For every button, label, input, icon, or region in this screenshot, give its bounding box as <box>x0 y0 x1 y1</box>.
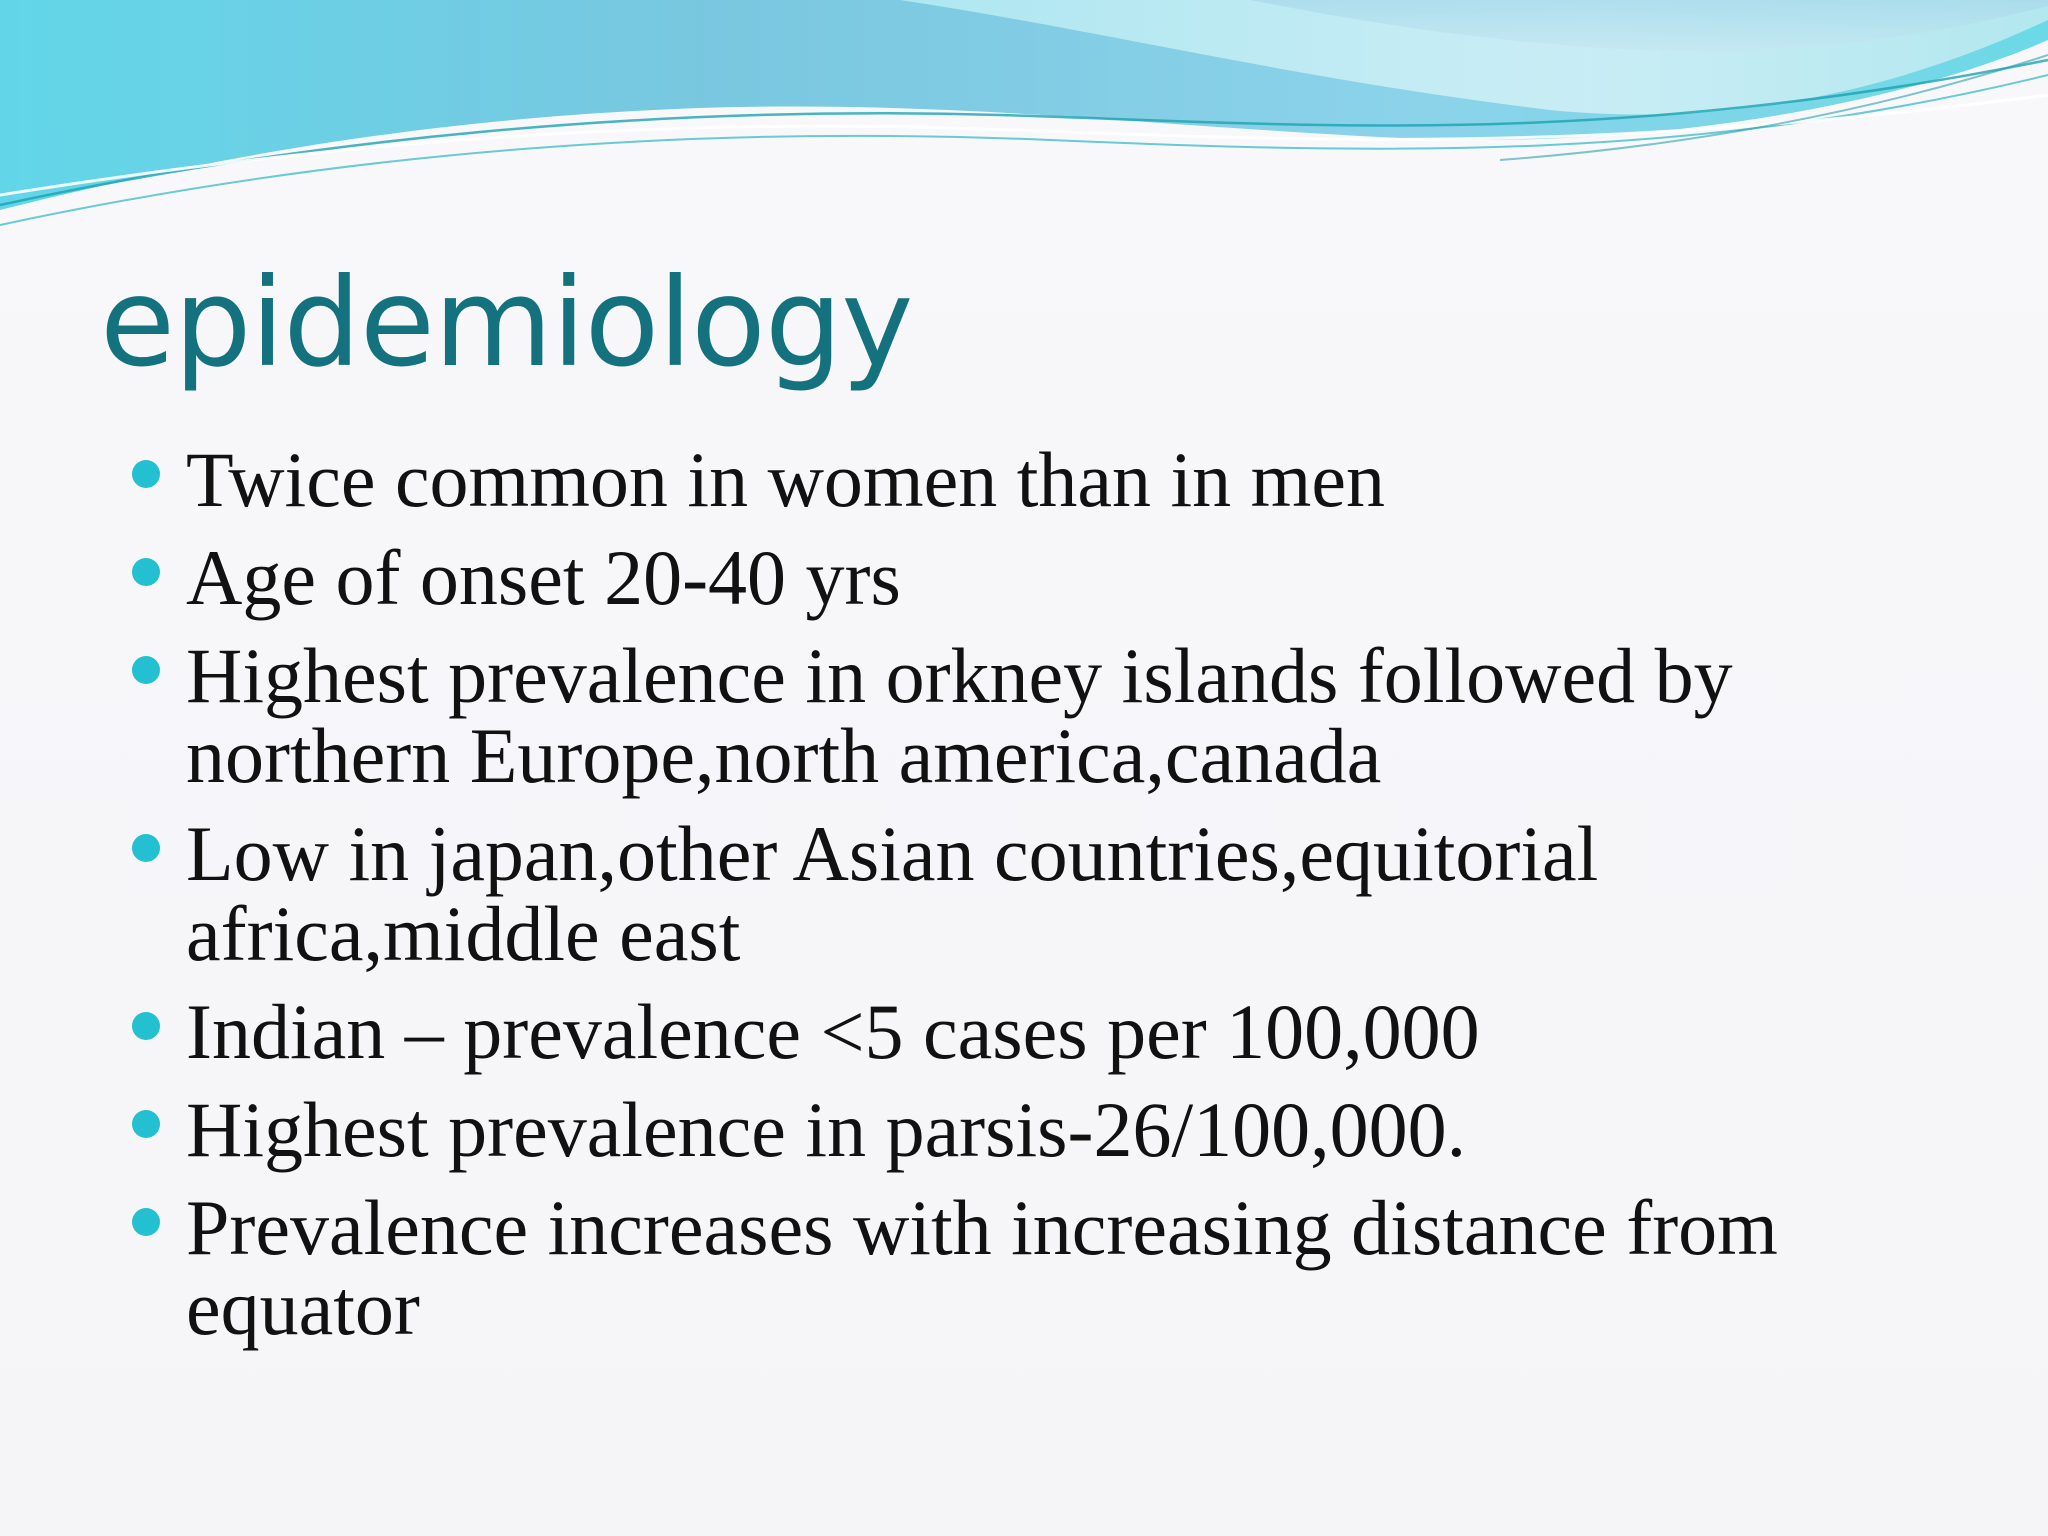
bullet-text: Indian – prevalence <5 cases per 100,000 <box>186 988 1480 1075</box>
slide-title: epidemiology <box>100 252 913 394</box>
bullet-dot-icon <box>132 1012 160 1040</box>
list-item <box>124 1086 2004 1173</box>
bullet-text: Low in japan,other Asian countries,equitorial africa,middle east <box>186 810 1599 977</box>
list-item <box>124 436 2004 523</box>
list-item <box>124 534 2004 621</box>
list-item <box>124 1184 2004 1351</box>
bullet-text: Prevalence increases with increasing distance from equator <box>186 1184 1778 1351</box>
bullet-text: Twice common in women than in men <box>186 436 1385 523</box>
bullet-dot-icon <box>132 1110 160 1138</box>
bullet-text: Highest prevalence in parsis-26/100,000. <box>186 1086 1467 1173</box>
bullet-dot-icon <box>132 656 160 684</box>
bullet-dot-icon <box>132 834 160 862</box>
list-item <box>124 988 2004 1075</box>
list-item <box>124 810 2004 977</box>
bullet-dot-icon <box>132 1208 160 1236</box>
bullet-text: Age of onset 20-40 yrs <box>186 534 901 621</box>
bullet-dot-icon <box>132 558 160 586</box>
header-wave-decoration <box>0 0 2048 240</box>
bullet-text: Highest prevalence in orkney islands followed by northern Europe,north america,canada <box>186 632 1733 799</box>
bullet-list <box>124 436 2004 1366</box>
list-item <box>124 632 2004 799</box>
bullet-dot-icon <box>132 460 160 488</box>
